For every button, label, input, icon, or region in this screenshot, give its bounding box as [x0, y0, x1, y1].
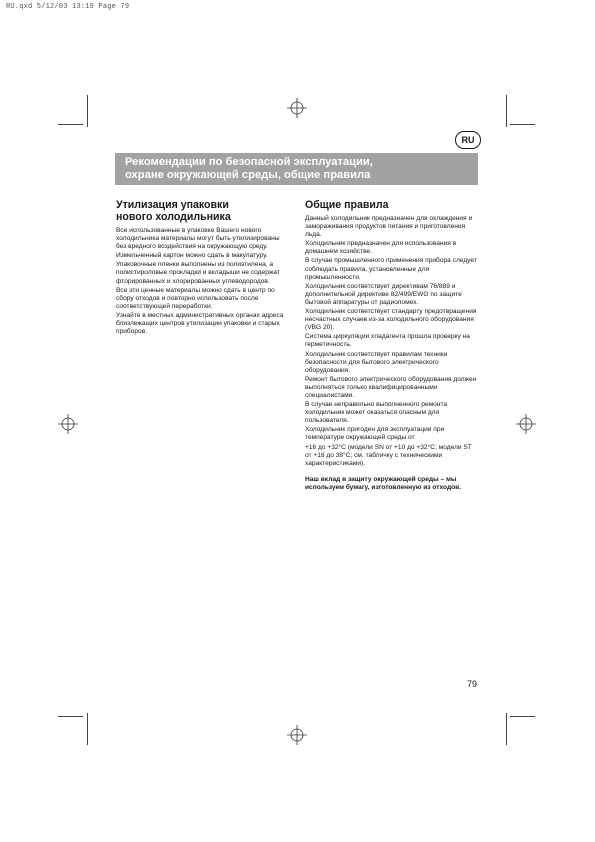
- general-rules-column: [305, 199, 479, 493]
- body-paragraph: Все эти ценные материалы можно сдать в центр по сбору отходов и повторно использовать после соответствующей переработки.: [116, 286, 275, 310]
- crop-mark: [58, 716, 83, 717]
- crop-mark: [87, 713, 88, 745]
- body-paragraph: Холодильник соответствует директивам 76/889 и дополнительной директиве 82/499/EWG по защите бытовой аппаратуры от радиопомех.: [305, 282, 462, 306]
- registration-mark-icon: [58, 414, 78, 434]
- body-paragraph: Упаковочные пленки выполнены из полиэтилена, а полистироловые прокладки и вкладыши не содержат фторированных и хлорированных углеводородов.: [116, 261, 280, 285]
- body-paragraph: В случае промышленного применения прибора следует соблюдать правила, установленные для промышленности.: [305, 257, 477, 281]
- body-paragraph: Холодильник соответствует стандарту предотвращения несчастных случаев из-за холодильного оборудования (VBG 20).: [305, 308, 477, 332]
- section-banner: [115, 153, 478, 185]
- page-number: 79: [467, 679, 478, 689]
- banner-title: Рекомендации по безопасной эксплуатации, охране окружающей среды, общие правила: [125, 156, 373, 181]
- crop-mark: [506, 95, 507, 127]
- registration-mark-icon: [287, 98, 307, 118]
- language-badge: RU: [455, 131, 481, 149]
- body-paragraph: Измельченный картон можно сдать в макулатуру.: [116, 252, 268, 260]
- body-paragraph: В случае неправильно выполненного ремонта холодильник может оказаться опасным для пользователя.: [305, 401, 448, 425]
- body-paragraph: Холодильник пригоден для эксплуатации при температуре окружающей среды от: [305, 426, 445, 442]
- crop-mark: [510, 716, 535, 717]
- body-paragraph: Все использованные в упаковке Вашего нового холодильника материалы могут быть утилизированы без вредного воздействия на окружающую среду.: [116, 227, 280, 251]
- registration-mark-icon: [516, 414, 536, 434]
- crop-mark: [506, 713, 507, 745]
- packaging-disposal-column: [116, 199, 286, 337]
- body-paragraph: Система циркуляции хладагента прошла проверку на герметичность.: [305, 333, 470, 349]
- packaging-disposal-heading: Утилизация упаковки нового холодильника: [116, 199, 231, 223]
- crop-mark: [510, 124, 535, 125]
- registration-mark-icon: [287, 725, 307, 745]
- body-paragraph: Узнайте в местных административных органах адреса близлежащих центров утилизации упаковки и старых приборов.: [116, 311, 284, 336]
- body-paragraph: Данный холодильник предназначен для охлаждения и замораживания продуктов питания и приготовления льда.: [305, 215, 473, 239]
- general-rules-heading: Общие правила: [305, 199, 389, 211]
- body-paragraph: Холодильник соответствует правилам техники безопасности для бытового электрического оборудования.: [305, 350, 448, 374]
- body-paragraph: +16 до +32°C (модели SN от +10 до +32°C; модели ST от +18 до 38°C; см. табличку с техническими характеристиками).: [305, 443, 472, 467]
- body-paragraph: Холодильник предназначен для использования в домашнем хозяйстве.: [305, 240, 457, 256]
- body-paragraph: Ремонт бытового электрического оборудования должен выполняться только квалифицированными специалистами.: [305, 375, 477, 399]
- crop-mark: [87, 95, 88, 127]
- print-slug: RU.qxd 5/12/03 13:19 Page 79: [6, 3, 130, 11]
- crop-mark: [58, 124, 83, 125]
- environment-note: Наш вклад в защиту окружающей среды – мы используем бумагу, изготовленную из отходов.: [305, 475, 462, 491]
